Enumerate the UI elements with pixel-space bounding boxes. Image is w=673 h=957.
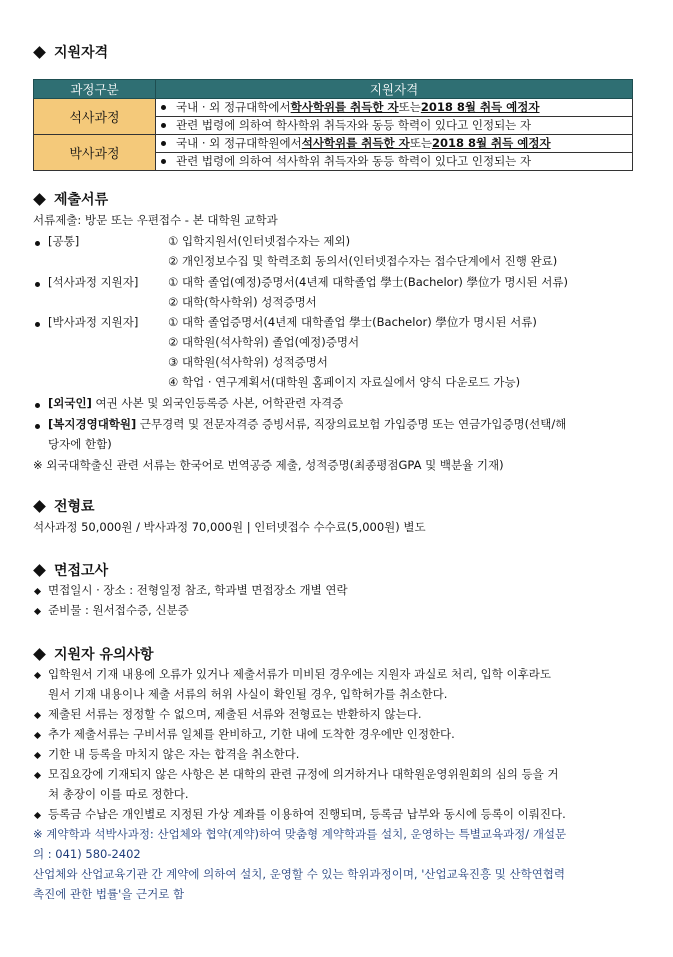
- table-row-masters: [34, 99, 633, 135]
- requirement-line: [156, 135, 632, 152]
- contract-definition: 산업체와 산업교육기관 간 계약에 의하여 설치, 운영할 수 있는 학위과정이며, '산업교육진흥 및 산학연협력: [33, 867, 566, 881]
- doc-item: ② 개인정보수집 및 학력조회 동의서(인터넷접수자는 접수단계에서 진행 완료): [168, 254, 558, 268]
- eligibility-table: [33, 79, 633, 171]
- notice-item: 등록금 수납은 개인별로 지정된 가상 계좌를 이용하여 진행되며, 등록금 납부와 동시에 등록이 이뤄진다.: [48, 807, 566, 821]
- req-text: 또는: [398, 100, 421, 114]
- diamond-bullet-icon: [34, 812, 41, 819]
- bullet-icon: [35, 282, 40, 287]
- diamond-bullet-icon: [33, 500, 46, 513]
- notice-title-text: 지원자 유의사항: [54, 647, 154, 663]
- bullet-icon: [35, 241, 40, 246]
- bullet-icon: [35, 403, 40, 408]
- eligibility-title-text: 지원자격: [54, 45, 109, 61]
- requirement-line: [156, 116, 632, 134]
- interview-item: 준비물 : 원서접수증, 신분증: [48, 603, 189, 617]
- req-emphasis: 2018 8월 취득 예정자: [431, 136, 551, 150]
- notice-item-cont: 원서 기재 내용이나 제출 서류의 허위 사실이 확인될 경우, 입학허가를 취소한다.: [48, 687, 448, 701]
- table-row-doctoral: [34, 135, 633, 171]
- requirement-line: [156, 99, 632, 116]
- diamond-bullet-icon: [33, 193, 46, 206]
- diamond-bullet-icon: [34, 712, 41, 719]
- bullet-icon: [161, 123, 166, 128]
- fee-title-text: 전형료: [54, 499, 95, 515]
- fee-text: 석사과정 50,000원 / 박사과정 70,000원 | 인터넷접수 수수료(5,000원) 별도: [33, 520, 426, 534]
- notice-item: 입학원서 기재 내용에 오류가 있거나 제출서류가 미비된 경우에는 지원자 과실로 처리, 입학 이후라도: [48, 667, 551, 681]
- doc-item: ② 대학(학사학위) 성적증명서: [168, 295, 317, 309]
- doc-foreign: [48, 395, 343, 412]
- diamond-bullet-icon: [34, 672, 41, 679]
- contract-note-cont: 의 : 041) 580-2402: [33, 847, 141, 861]
- diamond-bullet-icon: [33, 564, 46, 577]
- notice-item: 추가 제출서류는 구비서류 일체를 완비하고, 기한 내에 도착한 경우에만 인정한다.: [48, 727, 455, 741]
- diamond-bullet-icon: [34, 608, 41, 615]
- header-category: 과정구분: [34, 80, 156, 99]
- eligibility-table-header: [34, 80, 633, 99]
- interview-item: 면접일시 · 장소 : 전형일정 참조, 학과별 면접장소 개별 연락: [48, 583, 348, 597]
- documents-intro: 서류제출: 방문 또는 우편접수 - 본 대학원 교학과: [33, 213, 278, 227]
- documents-section-title: [33, 189, 108, 209]
- notice-item-cont: 쳐 총장이 이를 따로 정한다.: [48, 787, 189, 801]
- requirements-masters: [156, 99, 633, 135]
- doc-item: ② 대학원(석사학위) 졸업(예정)증명서: [168, 335, 360, 349]
- doc-item: ① 대학 졸업증명서(4년제 대학졸업 學士(Bachelor) 學位가 명시된 서류): [168, 315, 537, 329]
- diamond-bullet-icon: [34, 732, 41, 739]
- bullet-icon: [35, 424, 40, 429]
- notice-section-title: [33, 644, 154, 664]
- notice-item: 제출된 서류는 정정할 수 없으며, 제출된 서류와 전형료는 반환하지 않는다.: [48, 707, 422, 721]
- doc-group-label-masters: [석사과정 지원자]: [48, 275, 139, 289]
- req-text: 국내 · 외 정규대학에서: [176, 100, 291, 114]
- category-masters: 석사과정: [34, 99, 156, 135]
- doc-group-label-foreign: [외국인]: [48, 396, 92, 410]
- doc-group-label-doctoral: [박사과정 지원자]: [48, 315, 139, 329]
- notice-item: 기한 내 등록을 마치지 않은 자는 합격을 취소한다.: [48, 747, 300, 761]
- req-emphasis: 학사학위를 취득한 자: [290, 100, 399, 114]
- header-requirement: 지원자격: [156, 80, 633, 99]
- diamond-bullet-icon: [34, 772, 41, 779]
- eligibility-section-title: [33, 42, 108, 62]
- contract-definition-cont: 촉진에 관한 법률'을 근거로 함: [33, 887, 185, 901]
- interview-title-text: 면접고사: [54, 563, 109, 579]
- category-doctoral: 박사과정: [34, 135, 156, 171]
- doc-item: ① 입학지원서(인터넷접수자는 제외): [168, 234, 351, 248]
- notice-item: 모집요강에 기재되지 않은 사항은 본 대학의 관련 규정에 의거하거나 대학원운영위원회의 심의 등을 거: [48, 767, 559, 781]
- doc-group-label-welfare: [복지경영대학원]: [48, 417, 137, 431]
- bullet-icon: [161, 105, 166, 110]
- documents-note: ※ 외국대학출신 관련 서류는 한국어로 번역공증 제출, 성적증명(최종평점GPA 및 백분율 기재): [33, 458, 504, 472]
- req-text: 국내 · 외 정규대학원에서: [176, 136, 302, 150]
- diamond-bullet-icon: [33, 648, 46, 661]
- doc-item: ① 대학 졸업(예정)증명서(4년제 대학졸업 學士(Bachelor) 學位가 명시된 서류): [168, 275, 569, 289]
- doc-welfare-text: 근무경력 및 전문자격증 증빙서류, 직장의료보험 가입증명 또는 연금가입증명(선택/해: [136, 417, 567, 431]
- bullet-icon: [35, 322, 40, 327]
- doc-item: ③ 대학원(석사학위) 성적증명서: [168, 355, 328, 369]
- req-emphasis: 석사학위를 취득한 자: [301, 136, 410, 150]
- bullet-icon: [161, 141, 166, 146]
- req-text: 관련 법령에 의하여 학사학위 취득자와 동등 학력이 있다고 인정되는 자: [176, 118, 532, 132]
- requirements-doctoral: [156, 135, 633, 171]
- diamond-bullet-icon: [34, 588, 41, 595]
- doc-welfare: [48, 416, 566, 433]
- doc-foreign-text: 여권 사본 및 외국인등록증 사본, 어학관련 자격증: [91, 396, 344, 410]
- bullet-icon: [161, 159, 166, 164]
- requirement-line: [156, 152, 632, 170]
- req-text: 관련 법령에 의하여 석사학위 취득자와 동등 학력이 있다고 인정되는 자: [176, 154, 532, 168]
- fee-section-title: [33, 496, 95, 516]
- req-text: 또는: [409, 136, 432, 150]
- doc-welfare-text-cont: 당자에 한함): [48, 437, 112, 451]
- req-emphasis: 2018 8월 취득 예정자: [420, 100, 540, 114]
- diamond-bullet-icon: [33, 46, 46, 59]
- doc-group-label-common: [공통]: [48, 234, 80, 248]
- interview-section-title: [33, 560, 108, 580]
- diamond-bullet-icon: [34, 752, 41, 759]
- doc-item: ④ 학업 · 연구계획서(대학원 홈페이지 자료실에서 양식 다운로드 가능): [168, 375, 521, 389]
- contract-note: ※ 계약학과 석박사과정: 산업체와 협약(계약)하여 맞춤형 계약학과를 설치, 운영하는 특별교육과정/ 개설문: [33, 827, 567, 841]
- documents-title-text: 제출서류: [54, 192, 109, 208]
